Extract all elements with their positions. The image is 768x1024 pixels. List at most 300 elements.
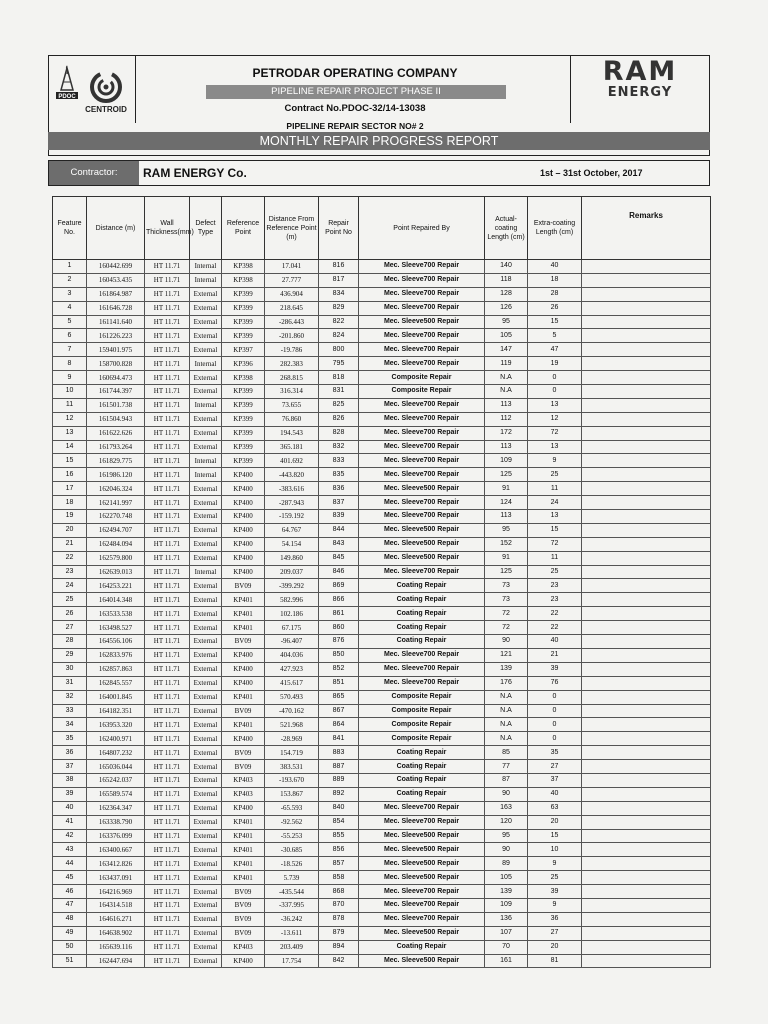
cell-distance-from-ref: -443.820 [265,468,319,482]
cell-extra-coating-length: 76 [528,676,582,690]
cell-distance-from-ref: 64.767 [265,523,319,537]
table-row [53,412,711,426]
cell-actual-coating-length: 113 [485,510,528,524]
col-header-repair-point-no: Repair Point No [319,197,359,260]
cell-actual-coating-length: 125 [485,565,528,579]
table-row [53,912,711,926]
table-row [53,940,711,954]
cell-distance-from-ref: 27.777 [265,273,319,287]
cell-remarks [582,440,711,454]
cell-reference-point: KP400 [222,662,265,676]
cell-defect-type: External [190,426,222,440]
cell-reference-point: KP399 [222,412,265,426]
cell-point-repaired-by: Mec. Sleeve700 Repair [359,454,485,468]
cell-distance-from-ref: 54.154 [265,537,319,551]
cell-defect-type: External [190,843,222,857]
cell-actual-coating-length: 147 [485,343,528,357]
cell-extra-coating-length: 25 [528,565,582,579]
cell-distance: 162833.976 [87,648,145,662]
cell-remarks [582,260,711,274]
cell-remarks [582,523,711,537]
cell-extra-coating-length: 15 [528,829,582,843]
cell-distance: 162046.324 [87,482,145,496]
cell-remarks [582,273,711,287]
cell-repair-point-no: 892 [319,787,359,801]
cell-repair-point-no: 878 [319,912,359,926]
col-header-actual-coating-length: Actual-coating Length (cm) [485,197,528,260]
cell-actual-coating-length: 176 [485,676,528,690]
cell-extra-coating-length: 27 [528,926,582,940]
cell-point-repaired-by: Coating Repair [359,940,485,954]
cell-distance-from-ref: 154.719 [265,746,319,760]
cell-reference-point: KP399 [222,301,265,315]
cell-remarks [582,801,711,815]
cell-remarks [582,551,711,565]
cell-distance: 158700.828 [87,357,145,371]
cell-feature-no: 19 [53,510,87,524]
cell-point-repaired-by: Mec. Sleeve500 Repair [359,482,485,496]
cell-defect-type: External [190,551,222,565]
cell-wall-thickness: HT 11.71 [145,843,190,857]
cell-distance-from-ref: -201.860 [265,329,319,343]
cell-distance: 165589.574 [87,787,145,801]
cell-actual-coating-length: 125 [485,468,528,482]
table-row [53,523,711,537]
cell-actual-coating-length: N.A [485,371,528,385]
cell-reference-point: KP398 [222,260,265,274]
cell-actual-coating-length: 89 [485,857,528,871]
cell-distance: 162364.347 [87,801,145,815]
cell-distance: 164556.106 [87,635,145,649]
cell-remarks [582,635,711,649]
cell-extra-coating-length: 12 [528,412,582,426]
cell-reference-point: BV09 [222,885,265,899]
cell-repair-point-no: 868 [319,885,359,899]
cell-feature-no: 46 [53,885,87,899]
cell-defect-type: Internal [190,454,222,468]
cell-extra-coating-length: 37 [528,773,582,787]
cell-point-repaired-by: Coating Repair [359,760,485,774]
cell-extra-coating-length: 35 [528,746,582,760]
cell-defect-type: External [190,510,222,524]
cell-actual-coating-length: 95 [485,829,528,843]
cell-reference-point: KP401 [222,829,265,843]
cell-remarks [582,565,711,579]
cell-reference-point: KP400 [222,565,265,579]
cell-feature-no: 15 [53,454,87,468]
cell-distance-from-ref: 73.655 [265,398,319,412]
cell-remarks [582,426,711,440]
cell-wall-thickness: HT 11.71 [145,273,190,287]
cell-reference-point: KP399 [222,454,265,468]
cell-distance: 162141.997 [87,496,145,510]
cell-reference-point: KP397 [222,343,265,357]
cell-defect-type: External [190,940,222,954]
cell-point-repaired-by: Composite Repair [359,385,485,399]
cell-actual-coating-length: 139 [485,662,528,676]
cell-wall-thickness: HT 11.71 [145,260,190,274]
cell-defect-type: External [190,482,222,496]
cell-actual-coating-length: 72 [485,621,528,635]
cell-distance-from-ref: 383.531 [265,760,319,774]
cell-reference-point: KP403 [222,787,265,801]
cell-actual-coating-length: 126 [485,301,528,315]
cell-actual-coating-length: 77 [485,760,528,774]
cell-actual-coating-length: 163 [485,801,528,815]
cell-defect-type: External [190,301,222,315]
table-row [53,690,711,704]
cell-distance: 164638.902 [87,926,145,940]
cell-repair-point-no: 861 [319,607,359,621]
table-row [53,857,711,871]
cell-feature-no: 24 [53,579,87,593]
cell-wall-thickness: HT 11.71 [145,496,190,510]
cell-remarks [582,412,711,426]
cell-wall-thickness: HT 11.71 [145,954,190,968]
cell-feature-no: 25 [53,593,87,607]
cell-extra-coating-length: 11 [528,551,582,565]
cell-wall-thickness: HT 11.71 [145,482,190,496]
cell-reference-point: KP399 [222,385,265,399]
cell-feature-no: 17 [53,482,87,496]
cell-repair-point-no: 894 [319,940,359,954]
cell-extra-coating-length: 25 [528,871,582,885]
col-header-remarks: Remarks [582,197,711,260]
table-row [53,885,711,899]
cell-distance-from-ref: -337.995 [265,898,319,912]
cell-extra-coating-length: 0 [528,718,582,732]
cell-distance-from-ref: -36.242 [265,912,319,926]
table-row [53,315,711,329]
cell-repair-point-no: 816 [319,260,359,274]
cell-point-repaired-by: Mec. Sleeve500 Repair [359,954,485,968]
cell-distance: 159401.975 [87,343,145,357]
cell-extra-coating-length: 25 [528,468,582,482]
table-header-row [53,197,711,260]
cell-actual-coating-length: 112 [485,412,528,426]
cell-wall-thickness: HT 11.71 [145,898,190,912]
cell-reference-point: KP399 [222,315,265,329]
cell-wall-thickness: HT 11.71 [145,871,190,885]
cell-distance: 165036.044 [87,760,145,774]
cell-feature-no: 40 [53,801,87,815]
cell-defect-type: External [190,926,222,940]
cell-defect-type: External [190,898,222,912]
cell-remarks [582,482,711,496]
cell-feature-no: 5 [53,315,87,329]
cell-remarks [582,829,711,843]
cell-extra-coating-length: 18 [528,273,582,287]
cell-point-repaired-by: Mec. Sleeve500 Repair [359,551,485,565]
cell-defect-type: External [190,732,222,746]
cell-defect-type: External [190,704,222,718]
cell-reference-point: KP400 [222,537,265,551]
cell-defect-type: External [190,315,222,329]
cell-reference-point: BV09 [222,746,265,760]
cell-extra-coating-length: 21 [528,648,582,662]
cell-feature-no: 21 [53,537,87,551]
cell-reference-point: KP396 [222,357,265,371]
cell-distance-from-ref: -435.544 [265,885,319,899]
cell-point-repaired-by: Composite Repair [359,732,485,746]
cell-defect-type: Internal [190,260,222,274]
cell-actual-coating-length: 90 [485,787,528,801]
cell-point-repaired-by: Mec. Sleeve700 Repair [359,912,485,926]
cell-point-repaired-by: Mec. Sleeve700 Repair [359,468,485,482]
cell-extra-coating-length: 13 [528,440,582,454]
cell-defect-type: Internal [190,398,222,412]
cell-defect-type: External [190,857,222,871]
cell-distance-from-ref: -28.969 [265,732,319,746]
cell-distance-from-ref: -65.593 [265,801,319,815]
cell-extra-coating-length: 81 [528,954,582,968]
cell-distance-from-ref: 401.692 [265,454,319,468]
cell-point-repaired-by: Coating Repair [359,635,485,649]
cell-repair-point-no: 883 [319,746,359,760]
table-row [53,593,711,607]
contractor-label: Contractor: [49,161,139,185]
cell-extra-coating-length: 15 [528,523,582,537]
cell-feature-no: 22 [53,551,87,565]
cell-extra-coating-length: 5 [528,329,582,343]
cell-extra-coating-length: 24 [528,496,582,510]
cell-reference-point: BV09 [222,635,265,649]
cell-distance: 161141.640 [87,315,145,329]
table-row [53,704,711,718]
report-period: 1st – 31st October, 2017 [540,168,643,178]
cell-reference-point: KP400 [222,648,265,662]
cell-wall-thickness: HT 11.71 [145,440,190,454]
cell-distance-from-ref: -399.292 [265,579,319,593]
cell-wall-thickness: HT 11.71 [145,329,190,343]
cell-defect-type: External [190,621,222,635]
cell-actual-coating-length: 109 [485,454,528,468]
cell-reference-point: KP401 [222,593,265,607]
table-row [53,357,711,371]
cell-wall-thickness: HT 11.71 [145,704,190,718]
cell-actual-coating-length: 161 [485,954,528,968]
cell-feature-no: 12 [53,412,87,426]
table-row [53,440,711,454]
cell-remarks [582,607,711,621]
cell-distance: 165639.116 [87,940,145,954]
cell-repair-point-no: 852 [319,662,359,676]
cell-remarks [582,287,711,301]
table-row [53,468,711,482]
cell-feature-no: 39 [53,787,87,801]
cell-distance-from-ref: -55.253 [265,829,319,843]
cell-defect-type: External [190,371,222,385]
cell-extra-coating-length: 40 [528,635,582,649]
cell-point-repaired-by: Mec. Sleeve700 Repair [359,510,485,524]
col-header-feature-no: Feature No. [53,197,87,260]
cell-actual-coating-length: N.A [485,732,528,746]
cell-reference-point: KP398 [222,273,265,287]
cell-actual-coating-length: 105 [485,871,528,885]
cell-repair-point-no: 841 [319,732,359,746]
cell-actual-coating-length: N.A [485,718,528,732]
cell-repair-point-no: 857 [319,857,359,871]
cell-feature-no: 41 [53,815,87,829]
cell-reference-point: KP399 [222,398,265,412]
cell-point-repaired-by: Mec. Sleeve700 Repair [359,662,485,676]
cell-reference-point: KP401 [222,690,265,704]
cell-remarks [582,579,711,593]
cell-remarks [582,773,711,787]
cell-repair-point-no: 855 [319,829,359,843]
cell-feature-no: 13 [53,426,87,440]
cell-defect-type: Internal [190,273,222,287]
cell-distance-from-ref: 570.493 [265,690,319,704]
cell-distance: 163400.667 [87,843,145,857]
cell-wall-thickness: HT 11.71 [145,523,190,537]
table-row [53,621,711,635]
cell-point-repaired-by: Mec. Sleeve500 Repair [359,857,485,871]
cell-repair-point-no: 833 [319,454,359,468]
cell-repair-point-no: 843 [319,537,359,551]
cell-actual-coating-length: 172 [485,426,528,440]
cell-defect-type: External [190,496,222,510]
cell-feature-no: 50 [53,940,87,954]
cell-distance: 161829.775 [87,454,145,468]
cell-reference-point: KP399 [222,440,265,454]
cell-point-repaired-by: Coating Repair [359,579,485,593]
cell-wall-thickness: HT 11.71 [145,648,190,662]
cell-repair-point-no: 846 [319,565,359,579]
cell-extra-coating-length: 0 [528,704,582,718]
cell-reference-point: KP400 [222,510,265,524]
cell-actual-coating-length: 90 [485,843,528,857]
cell-point-repaired-by: Mec. Sleeve500 Repair [359,843,485,857]
cell-extra-coating-length: 9 [528,454,582,468]
cell-point-repaired-by: Mec. Sleeve700 Repair [359,815,485,829]
table-row [53,260,711,274]
cell-repair-point-no: 867 [319,704,359,718]
cell-point-repaired-by: Coating Repair [359,787,485,801]
cell-repair-point-no: 889 [319,773,359,787]
cell-defect-type: External [190,885,222,899]
cell-wall-thickness: HT 11.71 [145,718,190,732]
cell-repair-point-no: 834 [319,287,359,301]
cell-distance-from-ref: 17.041 [265,260,319,274]
cell-wall-thickness: HT 11.71 [145,926,190,940]
cell-distance-from-ref: 203.409 [265,940,319,954]
cell-repair-point-no: 854 [319,815,359,829]
cell-distance: 162579.800 [87,551,145,565]
cell-reference-point: KP400 [222,551,265,565]
cell-feature-no: 42 [53,829,87,843]
col-header-defect-type: Defect Type [190,197,222,260]
cell-distance-from-ref: 436.904 [265,287,319,301]
cell-remarks [582,718,711,732]
cell-reference-point: KP400 [222,676,265,690]
cell-reference-point: KP403 [222,940,265,954]
cell-remarks [582,690,711,704]
table-row [53,385,711,399]
cell-extra-coating-length: 39 [528,662,582,676]
cell-defect-type: External [190,829,222,843]
cell-extra-coating-length: 47 [528,343,582,357]
cell-feature-no: 11 [53,398,87,412]
cell-actual-coating-length: N.A [485,690,528,704]
cell-actual-coating-length: 120 [485,815,528,829]
cell-defect-type: External [190,760,222,774]
cell-distance-from-ref: 415.617 [265,676,319,690]
cell-extra-coating-length: 40 [528,787,582,801]
cell-distance: 164014.348 [87,593,145,607]
cell-extra-coating-length: 63 [528,801,582,815]
cell-feature-no: 14 [53,440,87,454]
cell-wall-thickness: HT 11.71 [145,454,190,468]
cell-extra-coating-length: 0 [528,385,582,399]
table-row [53,579,711,593]
cell-distance-from-ref: 17.754 [265,954,319,968]
cell-point-repaired-by: Mec. Sleeve500 Repair [359,315,485,329]
cell-wall-thickness: HT 11.71 [145,357,190,371]
table-body [53,260,711,968]
cell-distance: 164616.271 [87,912,145,926]
cell-point-repaired-by: Coating Repair [359,746,485,760]
company-name: PETRODAR OPERATING COMPANY [252,66,458,80]
cell-point-repaired-by: Mec. Sleeve500 Repair [359,523,485,537]
cell-feature-no: 43 [53,843,87,857]
cell-remarks [582,662,711,676]
cell-extra-coating-length: 11 [528,482,582,496]
svg-text:CENTROID: CENTROID [85,105,127,114]
cell-defect-type: External [190,385,222,399]
table-row [53,454,711,468]
cell-actual-coating-length: N.A [485,704,528,718]
contractor-name: RAM ENERGY Co. [143,166,247,180]
cell-reference-point: KP400 [222,732,265,746]
cell-distance: 161501.738 [87,398,145,412]
cell-actual-coating-length: 152 [485,537,528,551]
cell-repair-point-no: 795 [319,357,359,371]
table-row [53,371,711,385]
project-banner: PIPELINE REPAIR PROJECT PHASE II [206,85,506,99]
cell-actual-coating-length: 124 [485,496,528,510]
cell-reference-point: BV09 [222,704,265,718]
cell-defect-type: Internal [190,468,222,482]
cell-repair-point-no: 879 [319,926,359,940]
cell-defect-type: External [190,287,222,301]
cell-defect-type: Internal [190,565,222,579]
table-row [53,482,711,496]
cell-wall-thickness: HT 11.71 [145,635,190,649]
cell-actual-coating-length: N.A [485,385,528,399]
cell-remarks [582,871,711,885]
table-row [53,815,711,829]
cell-feature-no: 29 [53,648,87,662]
cell-distance-from-ref: 67.175 [265,621,319,635]
cell-distance-from-ref: -13.611 [265,926,319,940]
cell-remarks [582,315,711,329]
cell-defect-type: External [190,648,222,662]
cell-feature-no: 44 [53,857,87,871]
cell-distance-from-ref: 582.996 [265,593,319,607]
cell-extra-coating-length: 15 [528,315,582,329]
report-title: MONTHLY REPAIR PROGRESS REPORT [48,132,710,150]
cell-feature-no: 4 [53,301,87,315]
cell-feature-no: 20 [53,523,87,537]
cell-feature-no: 27 [53,621,87,635]
cell-feature-no: 23 [53,565,87,579]
cell-defect-type: External [190,412,222,426]
cell-wall-thickness: HT 11.71 [145,398,190,412]
cell-extra-coating-length: 0 [528,371,582,385]
cell-repair-point-no: 800 [319,343,359,357]
cell-distance: 161793.264 [87,440,145,454]
